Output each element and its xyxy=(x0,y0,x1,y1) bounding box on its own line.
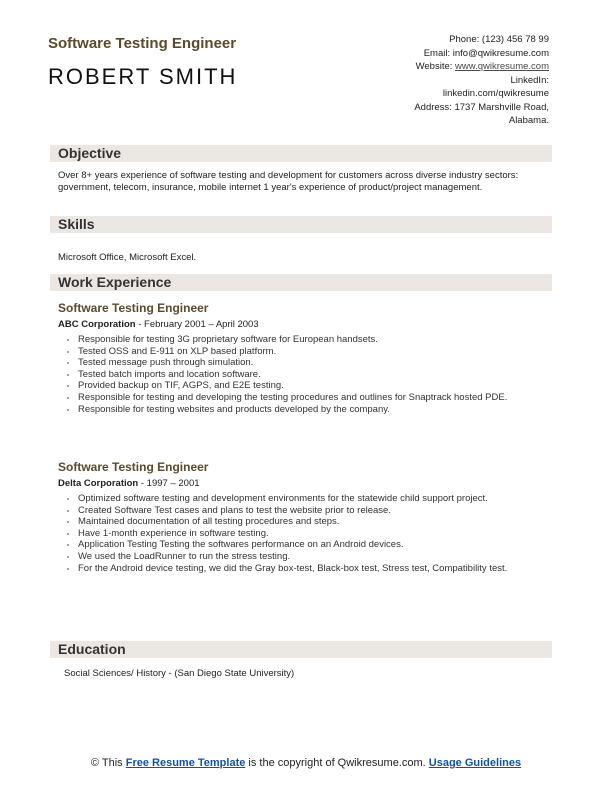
address-label: Address: xyxy=(414,101,452,113)
job-2-company-line xyxy=(58,478,200,489)
free-resume-template-link[interactable]: Free Resume Template xyxy=(125,757,246,769)
education-section-bar xyxy=(50,641,552,658)
address-line1: 1737 Marshville Road, xyxy=(454,101,549,113)
footer-middle: is the copyright of Qwikresume.com. xyxy=(245,757,429,769)
email-label: Email: xyxy=(423,47,451,59)
job-2-dates: - 1997 – 2001 xyxy=(138,478,200,489)
website-link[interactable]: www.qwikresume.com xyxy=(455,61,549,72)
phone-value: (123) 456 78 99 xyxy=(481,34,549,45)
job-2-bullets xyxy=(58,493,548,574)
list-item: • Provided backup on TIF, AGPS, and E2E testing. xyxy=(78,380,548,392)
list-item: • Have 1-month experience in software testing. xyxy=(78,528,548,540)
contact-phone xyxy=(319,33,549,47)
website-label: Website: xyxy=(415,61,453,72)
contact-address xyxy=(319,101,549,115)
skills-heading: Skills xyxy=(58,216,95,232)
contact-address-line2: Alabama. xyxy=(508,115,549,126)
skills-section-bar xyxy=(50,216,552,233)
footer-copyright xyxy=(0,757,612,770)
work-section-bar xyxy=(50,274,552,291)
contact-block xyxy=(319,33,549,128)
objective-text: Over 8+ years experience of software testing and development for customers across diverse industry sectors: government, telecom, insurance, mobile internet 1 year's experience of product/project management. xyxy=(58,170,519,193)
list-item: • For the Android device testing, we did the Gray box-test, Black-box test, Stress test, Compatibility test. xyxy=(78,563,548,575)
job-1-dates: - February 2001 – April 2003 xyxy=(135,319,259,330)
list-item: • Optimized software testing and development environments for the statewide child support project. xyxy=(78,493,548,505)
usage-guidelines-link[interactable]: Usage Guidelines xyxy=(428,757,522,769)
header-job-title: Software Testing Engineer xyxy=(48,35,237,52)
list-item: • Application Testing Testing the softwares performance on an Android devices. xyxy=(78,539,548,551)
contact-website xyxy=(319,60,549,74)
list-item: • Responsible for testing 3G proprietary software for European handsets. xyxy=(78,334,548,346)
job-1-title: Software Testing Engineer xyxy=(58,301,209,315)
job-1-company-line xyxy=(58,319,259,330)
education-heading: Education xyxy=(58,641,126,657)
list-item: • We used the LoadRunner to run the stress testing. xyxy=(78,551,548,563)
list-item: • Created Software Test cases and plans to test the website prior to release. xyxy=(78,505,548,517)
list-item: • Tested OSS and E-911 on XLP based platform. xyxy=(78,346,548,358)
contact-email xyxy=(319,47,549,61)
skills-text: Microsoft Office, Microsoft Excel. xyxy=(58,252,197,263)
list-item: • Tested message push through simulation. xyxy=(78,357,548,369)
list-item: • Responsible for testing and developing the testing procedures and outlines for Snaptrack hosted PDE. xyxy=(78,392,548,404)
email-value: info@qwikresume.com xyxy=(452,47,549,59)
list-item: • Responsible for testing websites and products developed by the company. xyxy=(78,404,548,416)
job-2-title: Software Testing Engineer xyxy=(58,460,209,474)
job-2-company: Delta Corporation xyxy=(58,478,139,489)
list-item: • Maintained documentation of all testing procedures and steps. xyxy=(78,516,548,528)
candidate-name: ROBERT SMITH xyxy=(48,64,238,89)
education-text: Social Sciences/ History - (San Diego State University) xyxy=(64,668,295,679)
footer-prefix: © This xyxy=(90,757,126,769)
contact-linkedin-label: LinkedIn: xyxy=(510,74,549,86)
job-1-bullets xyxy=(58,334,548,415)
objective-heading: Objective xyxy=(58,145,122,161)
objective-section-bar xyxy=(50,145,552,162)
contact-linkedin-value: linkedin.com/qwikresume xyxy=(442,88,549,99)
phone-label: Phone: xyxy=(449,34,480,45)
job-1-company: ABC Corporation xyxy=(58,319,136,330)
list-item: • Tested batch imports and location software. xyxy=(78,369,548,381)
work-heading: Work Experience xyxy=(58,274,172,290)
